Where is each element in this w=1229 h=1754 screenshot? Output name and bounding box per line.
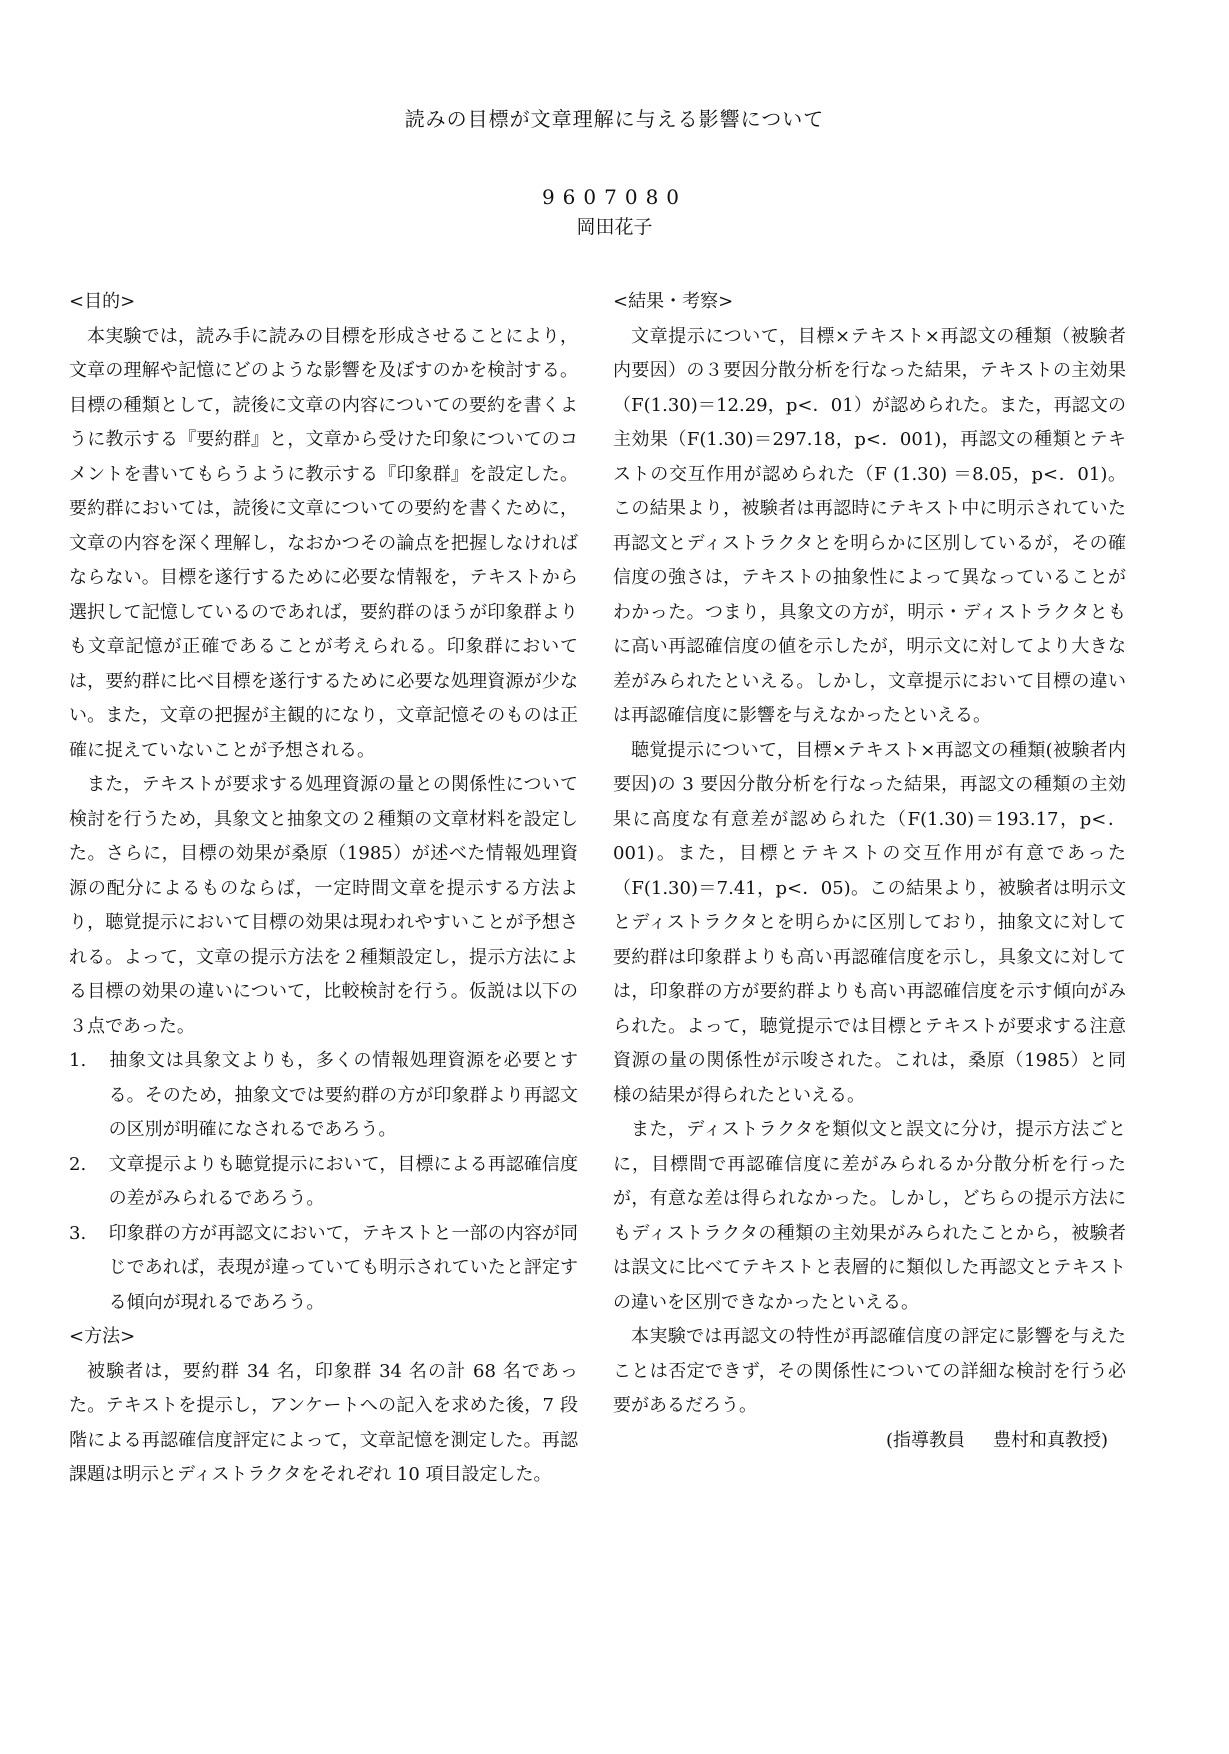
right-column [613, 285, 1126, 1458]
hypothesis-number: 2. [69, 1153, 87, 1175]
results-paragraph-3: また，ディストラクタを類似文と誤文に分け，提示方法ごとに，目標間で再認確信度に差がみられるか分散分析を行ったが，有意な差は得られなかった。しかし，どちらの提示方法にもディストラクタの種類の主効果がみられたことから，被験者は誤文に比べてテキストと表層的に類似した再認文とテキストの違いを区別できなかったといえる。 [613, 1119, 1126, 1313]
advisor-line [613, 1424, 1126, 1459]
advisor-label: (指導教員 [885, 1429, 965, 1451]
hypothesis-number: 1. [69, 1050, 87, 1071]
purpose-heading: <目的> [69, 291, 136, 312]
results-heading: <結果・考察> [613, 291, 734, 312]
purpose-paragraph-2: また，テキストが要求する処理資源の量との関係性について検討を行うため，具象文と抽象文の２種類の文章材料を設定した。さらに，目標の効果が桑原（1985）が述べた情報処理資源の配分によるものならば，一定時間文章を提示する方法より，聴覚提示において目標の効果は現われやすいことが予想される。よって，文章の提示方法を２種類設定し，提示方法による目標の効果の違いについて，比較検討を行う。仮説は以下の３点であった。 [69, 774, 578, 1037]
student-id: 9607080 [541, 185, 688, 209]
results-paragraph-4: 本実験では再認文の特性が再認確信度の評定に影響を与えたことは否定できず，その関係性についての詳細な検討を行う必要があるだろう。 [613, 1326, 1126, 1416]
hypothesis-text: 文章提示よりも聴覚提示において，目標による再認確信度の差がみられるであろう。 [108, 1153, 578, 1209]
hypothesis-item [69, 1148, 578, 1217]
purpose-paragraph-1: 本実験では，読み手に読みの目標を形成させることにより，文章の理解や記憶にどのような影響を及ぼすのかを検討する。目標の種類として，読後に文章の内容についての要約を書くように教示する『要約群』と，文章から受けた印象についてのコメントを書いてもらうように教示する『印象群』を設定した。要約群においては，読後に文章についての要約を書くために，文章の内容を深く理解し，なおかつその論点を把握しなければならない。目標を遂行するために必要な情報を，テキストから選択して記憶しているのであれば，要約群のほうが印象群よりも文章記憶が正確であることが考えられる。印象群においては，要約群に比べ目標を遂行するために必要な処理資源が少ない。また，文章の把握が主観的になり，文章記憶そのものは正確に捉えていないことが予想される。 [69, 325, 578, 761]
author-name: 岡田花子 [576, 216, 653, 238]
hypothesis-text: 印象群の方が再認文において，テキストと一部の内容が同じであれば，表現が違っていても明示されていたと評定する傾向が現れるであろう。 [108, 1222, 578, 1313]
results-paragraph-1: 文章提示について，目標×テキスト×再認文の種類（被験者内要因）の３要因分散分析を行なった結果，テキストの主効果（F(1.30)＝12.29，p<．01）が認められた。また，再認文の主効果（F(1.30)＝297.18，p<．001)，再認文の種類とテキストの交互作用が認められた（F (1.30) ＝8.05，p<．01)。この結果より，被験者は再認時にテキスト中に明示されていた再認文とディストラクタとを明らかに区別しているが，その確信度の強さは，テキストの抽象性によって異なっていることがわかった。つまり，具象文の方が，明示・ディストラクタともに高い再認確信度の値を示したが，明示文に対してより大きな差がみられたといえる。しかし，文章提示において目標の違いは再認確信度に影響を与えなかったといえる。 [613, 325, 1126, 726]
method-paragraph: 被験者は，要約群 34 名，印象群 34 名の計 68 名であった。テキストを提示し，アンケートへの記入を求めた後，7 段階による再認確信度評定によって，文章記憶を測定した。再認課題は明示とディストラクタをそれぞれ 10 項目設定した。 [69, 1360, 578, 1485]
hypothesis-item [69, 1044, 578, 1148]
hypothesis-item [69, 1217, 578, 1321]
method-heading: <方法> [69, 1326, 136, 1347]
results-paragraph-2: 聴覚提示について，目標×テキスト×再認文の種類(被験者内要因)の 3 要因分散分析を行なった結果，再認文の種類の主効果に高度な有意差が認められた（F(1.30)＝193.17，p<．001)。また，目標とテキストの交互作用が有意であった（F(1.30)＝7.41，p<．05)。この結果より，被験者は明示文とディストラクタとを明らかに区別しており，抽象文に対して要約群は印象群よりも高い再認確信度を示し，具象文に対しては，印象群の方が要約群よりも高い再認確信度を示す傾向がみられた。よって，聴覚提示では目標とテキストが要求する注意資源の量の関係性が示唆された。これは，桑原（1985）と同様の結果が得られたといえる。 [613, 739, 1126, 1106]
hypothesis-number: 3. [69, 1222, 87, 1244]
hypothesis-text: 抽象文は具象文よりも，多くの情報処理資源を必要とする。そのため，抽象文では要約群の方が印象群より再認文の区別が明確になされるであろう。 [108, 1050, 578, 1140]
advisor-name: 豊村和真教授) [992, 1429, 1108, 1451]
paper-title: 読みの目標が文章理解に与える影響について [404, 107, 825, 131]
left-column [69, 285, 578, 1493]
